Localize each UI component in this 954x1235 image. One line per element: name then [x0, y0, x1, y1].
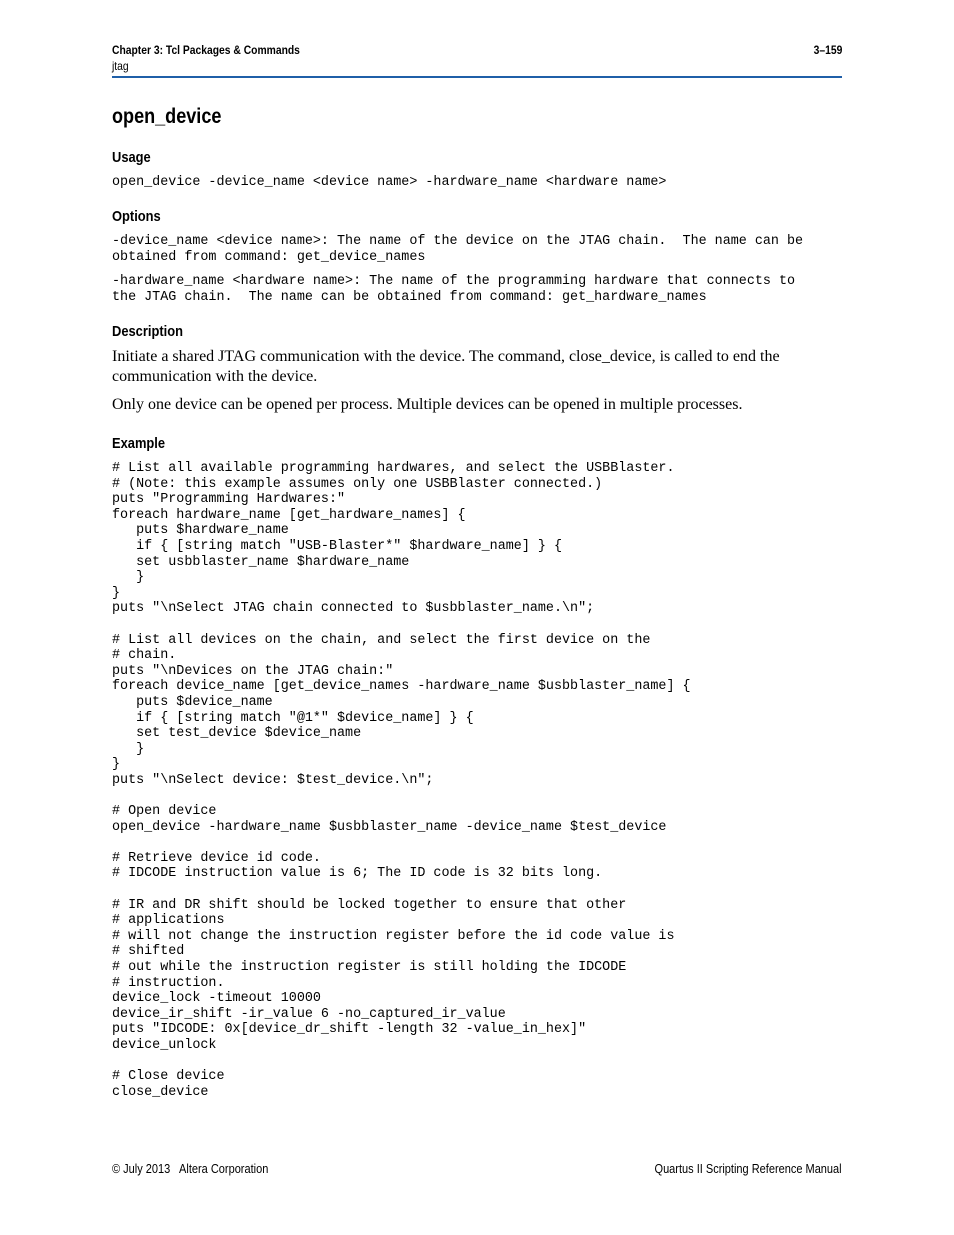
footer-manual-title: Quartus II Scripting Reference Manual — [654, 1162, 842, 1176]
footer-company: Altera Corporation — [179, 1162, 269, 1176]
example-code: # List all available programming hardwares, and select the USBBlaster. # (Note: this example assumes only one USBBlaster connected.) puts "Programming Hardwares:" foreach hardware_name [get_hardware_names] { puts $hardware_name if { [string match "USB-Blaster*" $hardware_name] } { set usbblaster_name $hardware_name } } puts "\nSelect JTAG chain connected to $usbblaster_name.\n"; # List all devices on the chain, and select the first device on the # chain. puts "\nDevices on the JTAG chain:" foreach device_name [get_device_names -hardware_name $usbblaster_name] { puts $device_name if { [string match "@1*" $device_name] } { set test_device $device_name } } puts "\nSelect device: $test_device.\n"; # Open device open_device -hardware_name $usbblaster_name -device_name $test_device # Retrieve device id code. # IDCODE instruction value is 6; The ID code is 32 bits long. # IR and DR shift should be locked together to ensure that other # applications # will not change the instruction register before the id code value is # shifted # out while the instruction register is still holding the IDCODE # instruction. device_lock -timeout 10000 device_ir_shift -ir_value 6 -no_captured_ir_value puts "IDCODE: 0x[device_dr_shift -length 32 -value_in_hex]" device_unlock # Close device close_device — [112, 461, 691, 1100]
command-title: open_device — [112, 105, 222, 128]
header-rule — [112, 76, 842, 78]
usage-heading: Usage — [112, 149, 151, 166]
document-page — [112, 0, 842, 1235]
example-heading: Example — [112, 435, 166, 452]
header-page-number: 3–159 — [813, 43, 842, 57]
description-paragraph-2: Only one device can be opened per process. Multiple devices can be opened in multiple processes. — [112, 396, 743, 413]
description-heading: Description — [112, 323, 183, 340]
option-device-name: -device_name <device name>: The name of the device on the JTAG chain. The name can be obtained from command: get_device_names — [112, 234, 804, 265]
footer-left — [112, 1162, 268, 1176]
header-chapter: Chapter 3: Tcl Packages & Commands — [112, 43, 300, 57]
header-section: jtag — [112, 59, 129, 73]
options-heading: Options — [112, 208, 161, 225]
usage-syntax: open_device -device_name <device name> -hardware_name <hardware name> — [112, 175, 667, 190]
description-paragraph-1: Initiate a shared JTAG communication with the device. The command, close_device, is called to end the communication with the device. — [112, 348, 780, 385]
option-hardware-name: -hardware_name <hardware name>: The name of the programming hardware that connects to the JTAG chain. The name can be obtained from command: get_hardware_names — [112, 274, 796, 305]
footer-date: © July 2013 — [112, 1162, 171, 1176]
